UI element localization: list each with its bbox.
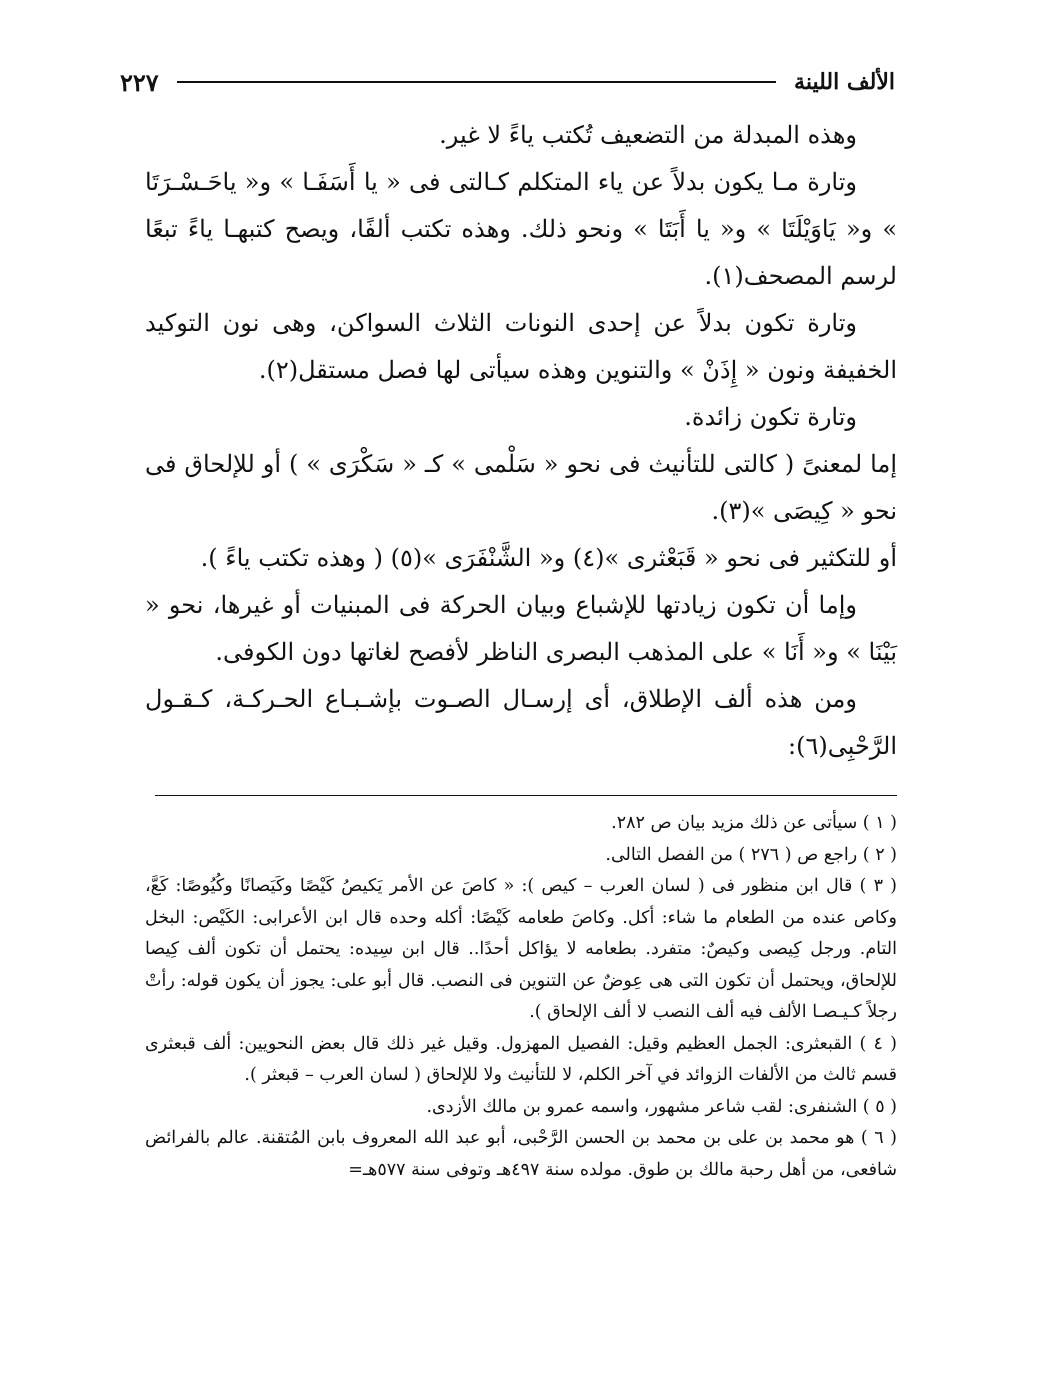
footnote: ( ٣ ) قال ابن منظور فى ( لسان العرب – كيص ): « كاصَ عن الأمر يَكيصُ كَيْصًا وكَيَصانًا وكُيُوصًا: كَعَّ، وكاص عنده من الطعام ما شاء: أكل. وكاصَ طعامه كَيْصًا: أكله وحده قال ابن الأعرابى: الكَيْص: البخل التام. ورجل كِيصى وكيصٌ: متفرد. بطعامه لا يؤاكل أحدًا.. قال ابن سِيده: يحتمل أن تكون ألف كِيصا للإلحاق، ويحتمل أن تكون التى هى عِوضٌ عن التنوين فى النصب. قال أبو على: يجوز أن يكون قوله: رأتْ رجلاً كـيـصـا الألف فيه ألف النصب لا ألف الإلحاق ). [145,876,898,1022]
page-header [120,62,895,102]
footnote: ( ٦ ) هو محمد بن على بن محمد بن الحسن الرَّحْبى، أبو عبد الله المعروف بابن المُتقنة. عالم بالفرائض شافعى، من أهل رحبة مالك بن طوق. مولده سنة ٤٩٧هـ وتوفى سنة ٥٧٧هـ= [145,1128,898,1180]
paragraph: وهذه المبدلة من التضعيف تُكتب ياءً لا غير. [439,121,857,149]
footnote: ( ٥ ) الشنفرى: لقب شاعر مشهور، واسمه عمرو بن مالك الأزدى. [426,1096,897,1117]
footnote-separator [155,795,897,796]
paragraph: وتارة مـا يكون بدلاً عن ياء المتكلم كـالتى فى « يا أَسَفَـا » و« ياحَـسْـرَتَا » و« يَاوَيْلَتَا » و« يا أَبَتَا » ونحو ذلك. وهذه تكتب ألفًا، ويصح كتبهـا ياءً تبعًا لرسم المصحف(١). [145,168,897,290]
paragraph: وإما أن تكون زيادتها للإشباع وبيان الحركة فى المبنيات أو غيرها، نحو « بَيْنَا » و« أَنَا » على المذهب البصرى الناظر لأفصح لغاتها دون الكوفى. [145,591,897,666]
paragraph: إما لمعنىً ( كالتى للتأنيث فى نحو « سَلْمى » كـ « سَكْرَى » ) أو للإلحاق فى نحو « كِيصَى »(٣). [145,450,897,525]
paragraph: وتارة تكون بدلاً عن إحدى النونات الثلاث السواكن، وهى نون التوكيد الخفيفة ونون « إِذَنْ » والتنوين وهذه سيأتى لها فصل مستقل(٢). [145,309,897,384]
main-text [145,112,897,770]
paragraph: أو للتكثير فى نحو « قَبَعْثرى »(٤) و« الشَّنْفَرَى »(٥) ( وهذه تكتب ياءً ). [200,544,897,572]
footnote: ( ١ ) سيأتى عن ذلك مزيد بيان ص ٢٨٢. [611,813,897,833]
page-number: ٢٢٧ [120,67,159,97]
footnote: ( ٢ ) راجع ص ( ٢٧٦ ) من الفصل التالى. [605,844,897,865]
paragraph: وتارة تكون زائدة. [684,403,857,431]
running-title: الألف اللينة [794,69,895,95]
footnote: ( ٤ ) القبعثرى: الجمل العظيم وقيل: الفصيل المهزول. وقيل غير ذلك قال بعض النحويين: ألف قبعثرى قسم ثالث من الألفات الزوائد في آخر الكلم، لا للتأنيث ولا للإلحاق ( لسان العرب – قبعثر ). [145,1033,897,1085]
footnotes [145,808,897,1186]
paragraph: ومن هذه ألف الإطلاق، أى إرسـال الصـوت بإشـبـاع الحـركـة، كـقـول الرَّحْبِى(٦): [145,685,897,760]
header-rule [177,81,776,83]
